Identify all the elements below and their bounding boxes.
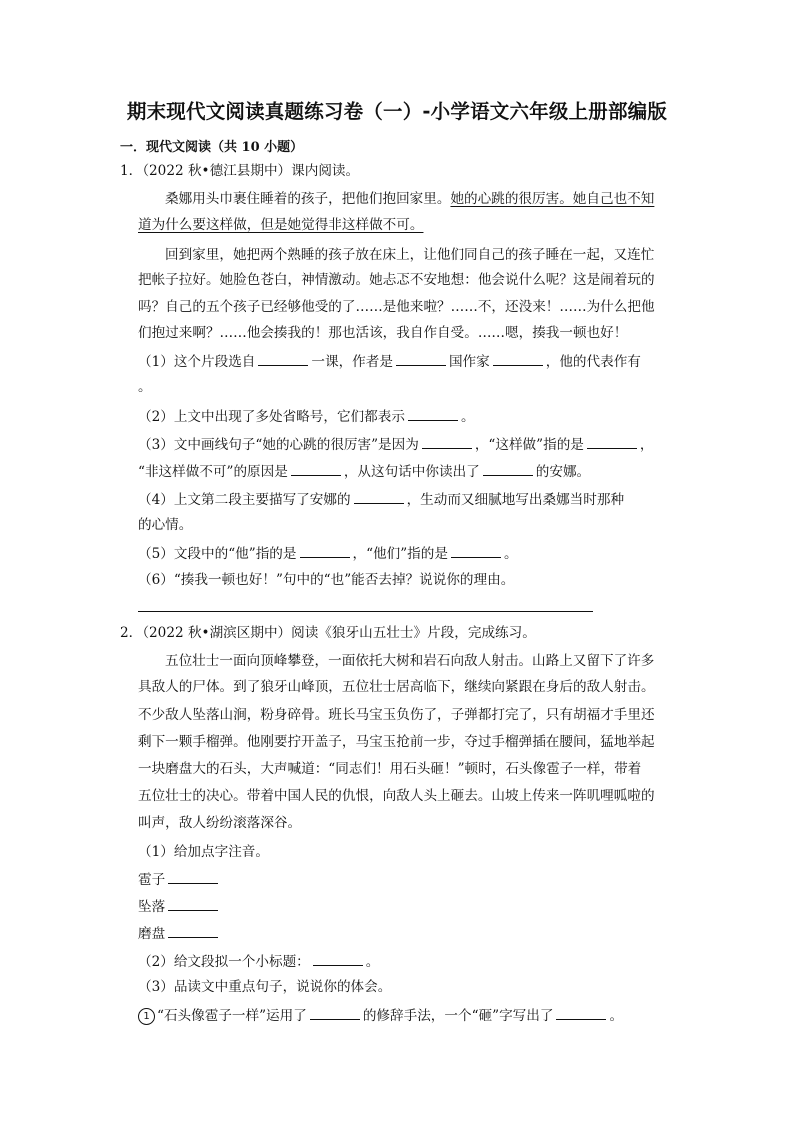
q1-paragraph-1-line-2 bbox=[138, 215, 423, 235]
q2-paragraph-line: 一块磨盘大的石头，大声喊道：“同志们！用石头砸！”顿时，石头像雹子一样，带着 bbox=[138, 761, 642, 777]
word: 坠落 bbox=[138, 899, 166, 915]
text: “石头像雹子一样”运用了 bbox=[157, 1008, 307, 1024]
word-row bbox=[138, 923, 221, 944]
text: 的修辞手法，一个“砸”字写出了 bbox=[362, 1008, 554, 1024]
q1-sub-1 bbox=[138, 351, 641, 372]
q1-sub-2 bbox=[138, 406, 475, 427]
answer-blank[interactable] bbox=[493, 351, 543, 366]
q2-sub-3: （3）品读文中重点句子，说说你的体会。 bbox=[138, 979, 392, 995]
answer-blank[interactable] bbox=[408, 406, 458, 421]
text: （4）上文第二段主要描写了安娜的 bbox=[138, 492, 351, 508]
answer-blank[interactable] bbox=[587, 434, 637, 449]
answer-blank[interactable] bbox=[313, 951, 363, 966]
q1-paragraph-1-line-1 bbox=[165, 189, 654, 209]
q2-paragraph-line: 不少敌人坠落山涧，粉身碎骨。班长马宝玉负伤了，子弹都打完了，只有胡福才手里还 bbox=[138, 707, 655, 723]
q2-paragraph-line: 五位壮士一面向顶峰攀登，一面依托大树和岩石向敌人射击。山路上又留下了许多 bbox=[165, 653, 655, 669]
word-row bbox=[138, 869, 221, 890]
word: 雹子 bbox=[138, 872, 166, 888]
text: ，生动而又细腻地写出桑娜当时那种 bbox=[406, 492, 625, 508]
answer-blank[interactable] bbox=[291, 461, 341, 476]
text: ，他的代表作有 bbox=[545, 354, 641, 370]
circled-number: 1 bbox=[138, 1008, 155, 1025]
answer-blank[interactable] bbox=[396, 351, 446, 366]
q1-paragraph-2-line: 吗？自己的五个孩子已经够他受的了……是他来啦？……不，还没来！……为什么把他 bbox=[138, 299, 655, 315]
text: （5）文段中的“他”指的是 bbox=[138, 546, 297, 562]
text: （3）文中画线句子“她的心跳的很厉害”是因为 bbox=[138, 437, 419, 453]
text: 的安娜。 bbox=[535, 464, 591, 480]
question-1-heading: 1．（2022 秋•德江县期中）课内阅读。 bbox=[120, 163, 360, 179]
answer-blank[interactable] bbox=[422, 434, 472, 449]
answer-blank[interactable] bbox=[451, 543, 501, 558]
q2-paragraph-line: 五位壮士的决心。带着中国人民的仇恨，向敌人头上砸去。山坡上传来一阵叽哩呱啦的 bbox=[138, 788, 655, 804]
underlined-sentence: 她的心跳的很厉害。她自己也不知 bbox=[450, 191, 655, 207]
q1-paragraph-2-line: 们抱过来啊？……他会揍我的！那也活该，我自作自受。……嗯，揍我一顿也好！ bbox=[138, 325, 628, 341]
answer-blank[interactable] bbox=[556, 1005, 606, 1020]
q2-paragraph-line: 具敌人的尸体。到了狼牙山峰顶，五位壮士居高临下，继续向紧跟在身后的敌人射击。 bbox=[138, 679, 655, 695]
text: ，“他们”指的是 bbox=[352, 546, 448, 562]
q2-paragraph-line: 叫声，敌人纷纷滚落深谷。 bbox=[138, 815, 302, 831]
text: 。 bbox=[365, 954, 380, 970]
text: 国作家 bbox=[448, 354, 490, 370]
q2-sub-3-item-1 bbox=[138, 1005, 623, 1026]
answer-blank[interactable] bbox=[354, 489, 404, 504]
word-row bbox=[138, 896, 221, 917]
q2-paragraph-line: 剩下一颗手榴弹。他刚要拧开盖子，马宝玉抢前一步，夺过手榴弹插在腰间，猛地举起 bbox=[138, 734, 655, 750]
text: （2）上文中出现了多处省略号，它们都表示 bbox=[138, 409, 405, 425]
text: ，从这句话中你读出了 bbox=[343, 464, 480, 480]
q1-sub-4-cont: 的心情。 bbox=[138, 517, 193, 533]
answer-blank[interactable] bbox=[300, 543, 350, 558]
q1-sub-1-end: 。 bbox=[138, 379, 152, 395]
section-heading: 一．现代文阅读（共 10 小题） bbox=[120, 140, 304, 155]
q1-sub-6: （6）“揍我一顿也好！”句中的“也”能否去掉？说说你的理由。 bbox=[138, 572, 515, 588]
text: ，“这样做”指的是 bbox=[474, 437, 584, 453]
answer-blank[interactable] bbox=[310, 1005, 360, 1020]
answer-line[interactable] bbox=[138, 611, 593, 612]
question-2-heading: 2．（2022 秋•湖滨区期中）阅读《狼牙山五壮士》片段，完成练习。 bbox=[120, 625, 536, 641]
q1-paragraph-2-line: 回到家里，她把两个熟睡的孩子放在床上，让他们同自己的孩子睡在一起，又连忙 bbox=[165, 247, 655, 263]
text: （1）这个片段选自 bbox=[138, 354, 256, 370]
text: 。 bbox=[503, 546, 518, 562]
q1-p1-lead: 桑娜用头巾裹住睡着的孩子，把他们抱回家里。 bbox=[165, 191, 451, 207]
underlined-sentence-cont: 道为什么要这样做，但是她觉得非这样做不可。 bbox=[138, 217, 424, 233]
text: “非这样做不可”的原因是 bbox=[138, 464, 288, 480]
page-title: 期末现代文阅读真题练习卷（一）-小学语文六年级上册部编版 bbox=[126, 100, 668, 123]
q2-sub-2 bbox=[138, 951, 379, 972]
text: （2）给文段拟一个小标题： bbox=[138, 954, 310, 970]
answer-blank[interactable] bbox=[168, 923, 218, 938]
q1-sub-3 bbox=[138, 434, 653, 455]
answer-blank[interactable] bbox=[168, 896, 218, 911]
q1-sub-3-cont bbox=[138, 461, 590, 482]
answer-blank[interactable] bbox=[483, 461, 533, 476]
q1-sub-5 bbox=[138, 543, 518, 564]
text: 一课，作者是 bbox=[311, 354, 393, 370]
answer-blank[interactable] bbox=[168, 869, 218, 884]
q2-sub-1: （1）给加点字注音。 bbox=[138, 844, 269, 860]
text: ， bbox=[639, 437, 654, 453]
q1-paragraph-2-line: 把帐子拉好。她脸色苍白，神情激动。她忐忑不安地想：他会说什么呢？这是闹着玩的 bbox=[138, 272, 655, 288]
answer-blank[interactable] bbox=[258, 351, 308, 366]
text: 。 bbox=[609, 1008, 624, 1024]
word: 磨盘 bbox=[138, 926, 166, 942]
text: 。 bbox=[460, 409, 475, 425]
q1-sub-4 bbox=[138, 489, 624, 510]
